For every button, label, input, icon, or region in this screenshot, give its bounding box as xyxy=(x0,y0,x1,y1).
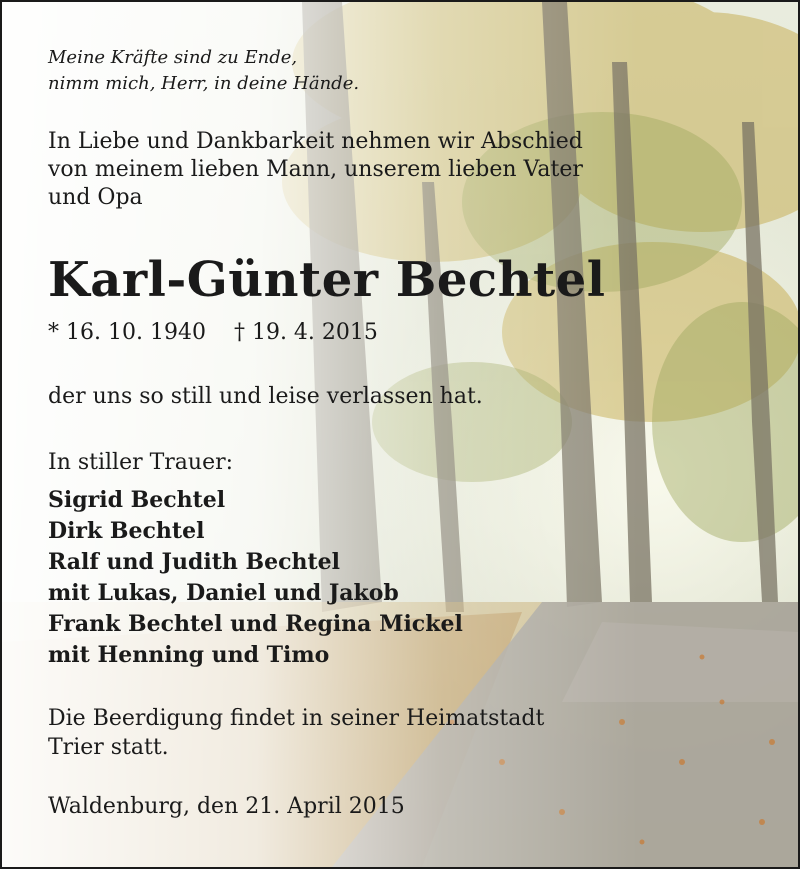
funeral-line: Trier statt. xyxy=(48,735,169,760)
mourners-list xyxy=(48,485,463,671)
death-date: † 19. 4. 2015 xyxy=(233,320,378,345)
mourner-name: Sigrid Bechtel xyxy=(48,487,226,513)
intro-line: von meinem lieben Mann, unserem lieben Vater xyxy=(48,157,583,182)
mourner-name: mit Henning und Timo xyxy=(48,642,330,668)
passing-text: der uns so still und leise verlassen hat. xyxy=(48,384,483,409)
mourner-name: Dirk Bechtel xyxy=(48,518,205,544)
intro-text xyxy=(48,128,583,212)
place-and-date: Waldenburg, den 21. April 2015 xyxy=(48,794,405,819)
motto-verse xyxy=(48,45,359,97)
intro-line: In Liebe und Dankbarkeit nehmen wir Abschied xyxy=(48,129,583,154)
mourner-name: Frank Bechtel und Regina Mickel xyxy=(48,611,463,637)
obituary-text xyxy=(2,2,798,867)
birth-date: * 16. 10. 1940 xyxy=(48,320,206,345)
deceased-name: Karl-Günter Bechtel xyxy=(48,252,606,308)
funeral-notice xyxy=(48,704,544,762)
motto-line: nimm mich, Herr, in deine Hände. xyxy=(48,73,360,94)
mourning-heading: In stiller Trauer: xyxy=(48,450,234,475)
motto-line: Meine Kräfte sind zu Ende, xyxy=(48,47,298,68)
life-dates xyxy=(48,320,378,345)
funeral-line: Die Beerdigung findet in seiner Heimatstadt xyxy=(48,706,545,731)
mourner-name: mit Lukas, Daniel und Jakob xyxy=(48,580,399,606)
mourner-name: Ralf und Judith Bechtel xyxy=(48,549,341,575)
intro-line: und Opa xyxy=(48,185,143,210)
